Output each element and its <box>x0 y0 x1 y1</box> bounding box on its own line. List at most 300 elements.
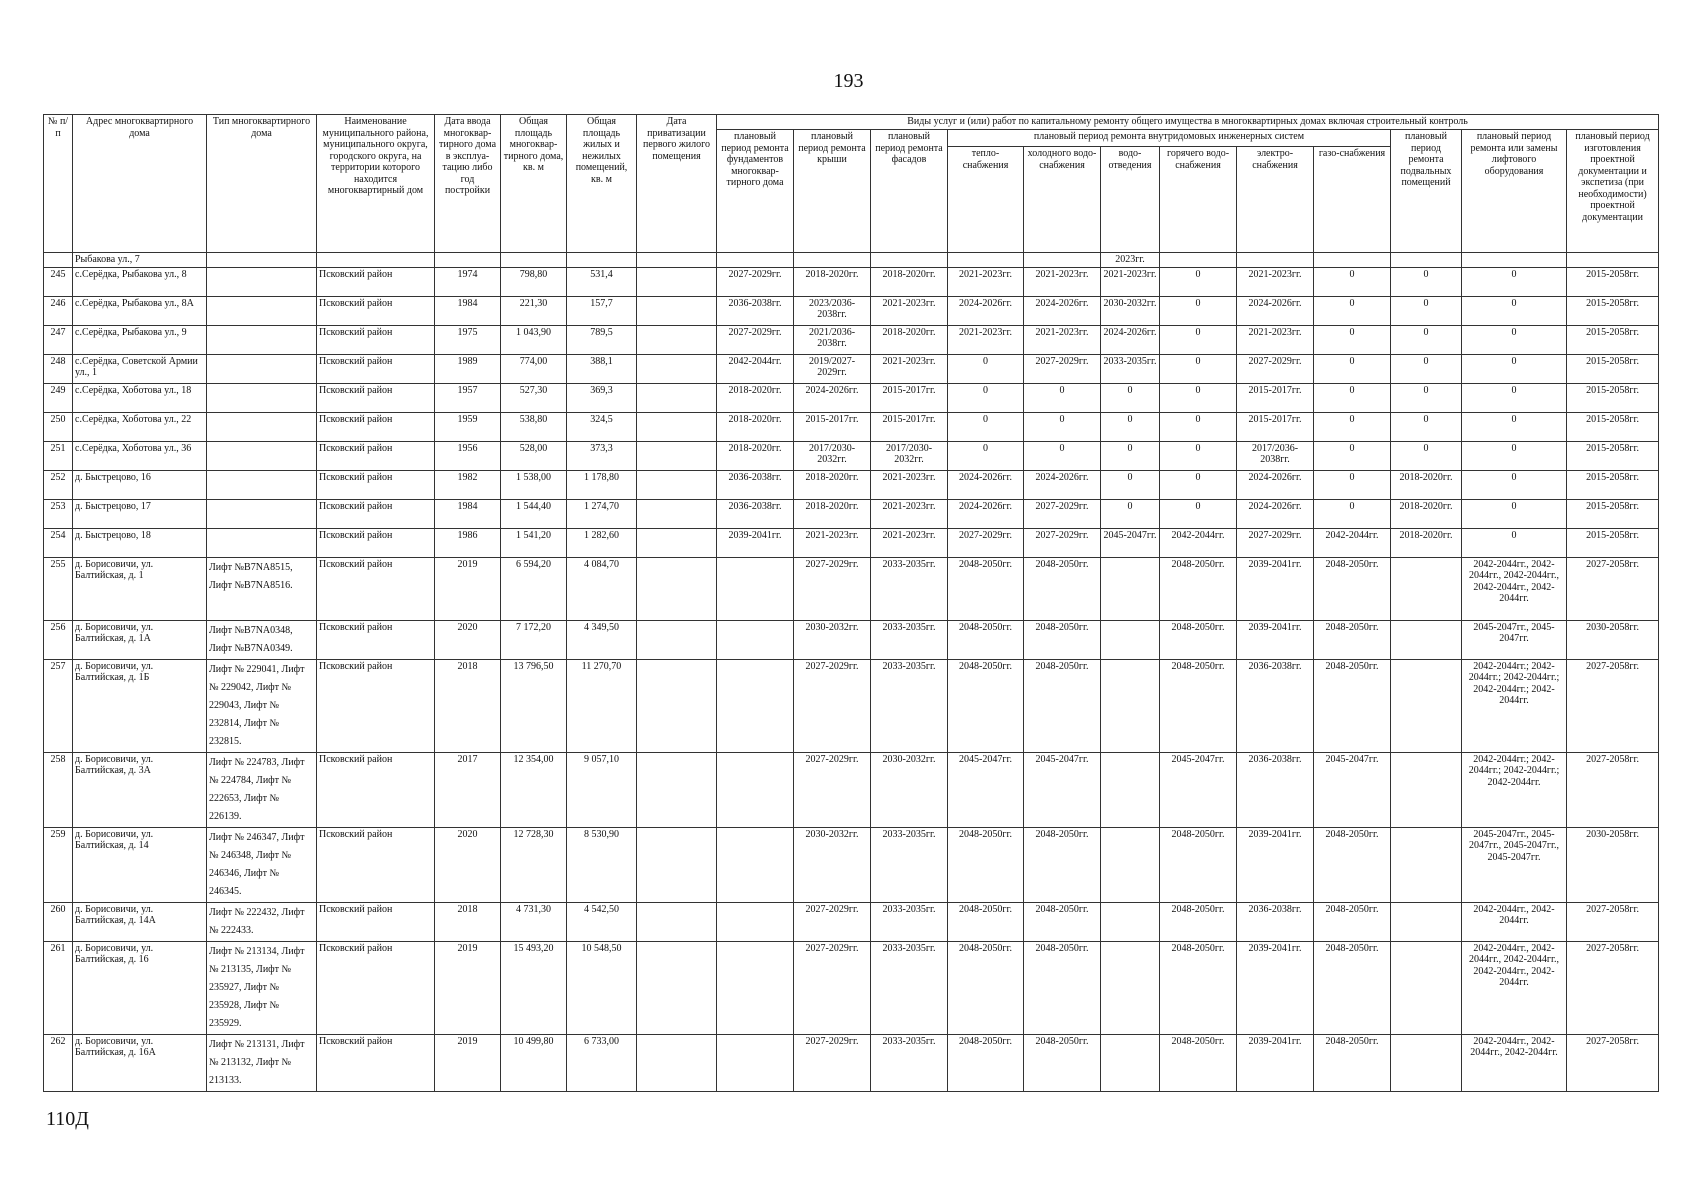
cell-roof: 2023/2036-2038гг. <box>794 296 871 325</box>
cell-address: д. Борисовичи, ул. Балтийская, д. 14 <box>73 827 207 902</box>
cell-hot-water: 0 <box>1160 267 1237 296</box>
cell-sewerage <box>1101 659 1160 752</box>
cell-municipality: Псковский район <box>317 620 435 659</box>
cell-heat: 2048-2050гг. <box>948 827 1024 902</box>
cell-type <box>207 383 317 412</box>
cell-facade: 2017/2030-2032гг. <box>871 441 948 470</box>
cell-type: Лифт №B7NA0348, Лифт №B7NA0349. <box>207 620 317 659</box>
cell-sewerage: 0 <box>1101 441 1160 470</box>
cell-basement <box>1391 557 1462 620</box>
cell-total-area: 10 499,80 <box>501 1034 567 1091</box>
cell-facade: 2033-2035гг. <box>871 902 948 941</box>
cell-heat: 2048-2050гг. <box>948 1034 1024 1091</box>
table-row <box>44 902 1659 941</box>
cell-sewerage <box>1101 1034 1160 1091</box>
cell-address: с.Серёдка, Рыбакова ул., 9 <box>73 325 207 354</box>
cell-cold-water: 2048-2050гг. <box>1024 659 1101 752</box>
cell-sewerage <box>1101 827 1160 902</box>
header-basement: плановый период ремонта подвальных помещений <box>1391 130 1462 253</box>
cell-total-area: 13 796,50 <box>501 659 567 752</box>
cell-basement: 0 <box>1391 412 1462 441</box>
cell-foundation: 2027-2029гг. <box>717 325 794 354</box>
cell-type: Лифт № 229041, Лифт № 229042, Лифт № 229043, Лифт № 232814, Лифт № 232815. <box>207 659 317 752</box>
cell-electricity: 2021-2023гг. <box>1237 325 1314 354</box>
cell-municipality: Псковский район <box>317 528 435 557</box>
header-roof: плановый период ремонта крыши <box>794 130 871 253</box>
capital-repair-table <box>43 114 1659 1092</box>
cell-elevator: 2042-2044гг., 2042-2044гг., 2042-2044гг., 2042-2044гг., 2042-2044гг. <box>1462 557 1567 620</box>
cell-electricity: 2036-2038гг. <box>1237 902 1314 941</box>
cell-privatization <box>637 441 717 470</box>
cell-address: с.Серёдка, Рыбакова ул., 8 <box>73 267 207 296</box>
cell-roof: 2027-2029гг. <box>794 659 871 752</box>
cell-roof: 2027-2029гг. <box>794 557 871 620</box>
cell-heat: 2045-2047гг. <box>948 752 1024 827</box>
cell-electricity: 2027-2029гг. <box>1237 528 1314 557</box>
cell-elevator: 0 <box>1462 383 1567 412</box>
cell-facade: 2015-2017гг. <box>871 412 948 441</box>
cell-elevator: 2042-2044гг., 2042-2044гг., 2042-2044гг. <box>1462 1034 1567 1091</box>
cell-municipality: Псковский район <box>317 499 435 528</box>
cell-address: с.Серёдка, Хоботова ул., 22 <box>73 412 207 441</box>
cell-num: 247 <box>44 325 73 354</box>
cell-municipality: Псковский район <box>317 296 435 325</box>
cell-heat: 2048-2050гг. <box>948 659 1024 752</box>
cell-num: 252 <box>44 470 73 499</box>
cell-electricity: 2039-2041гг. <box>1237 827 1314 902</box>
table-row <box>44 296 1659 325</box>
cell-basement <box>1391 1034 1462 1091</box>
cell-hot-water: 2048-2050гг. <box>1160 827 1237 902</box>
cell-privatization <box>637 620 717 659</box>
cell-gas: 0 <box>1314 296 1391 325</box>
cell-heat <box>948 253 1024 268</box>
cell-address: Рыбакова ул., 7 <box>73 253 207 268</box>
cell-living-area: 1 178,80 <box>567 470 637 499</box>
cell-roof: 2021-2023гг. <box>794 528 871 557</box>
cell-cold-water: 2045-2047гг. <box>1024 752 1101 827</box>
cell-num: 259 <box>44 827 73 902</box>
cell-living-area: 4 349,50 <box>567 620 637 659</box>
cell-address: д. Борисовичи, ул. Балтийская, д. 1А <box>73 620 207 659</box>
cell-roof: 2021/2036-2038гг. <box>794 325 871 354</box>
cell-sewerage <box>1101 752 1160 827</box>
cell-facade: 2021-2023гг. <box>871 470 948 499</box>
cell-privatization <box>637 412 717 441</box>
cell-year: 2020 <box>435 827 501 902</box>
cell-cold-water: 2048-2050гг. <box>1024 1034 1101 1091</box>
cell-address: д. Борисовичи, ул. Балтийская, д. 1 <box>73 557 207 620</box>
cell-sewerage: 2030-2032гг. <box>1101 296 1160 325</box>
cell-foundation <box>717 941 794 1034</box>
table-row <box>44 383 1659 412</box>
cell-sewerage: 0 <box>1101 412 1160 441</box>
cell-total-area: 798,80 <box>501 267 567 296</box>
cell-hot-water: 2048-2050гг. <box>1160 941 1237 1034</box>
cell-hot-water: 0 <box>1160 499 1237 528</box>
header-num: № п/п <box>44 115 73 253</box>
cell-basement <box>1391 620 1462 659</box>
cell-total-area: 4 731,30 <box>501 902 567 941</box>
cell-basement <box>1391 659 1462 752</box>
cell-heat: 2048-2050гг. <box>948 620 1024 659</box>
header-living-area: Общая площадь жилых и нежилых помещений, кв. м <box>567 115 637 253</box>
cell-gas: 2048-2050гг. <box>1314 941 1391 1034</box>
header-cold-water: холодного водо-снабжения <box>1024 147 1101 253</box>
cell-electricity: 2036-2038гг. <box>1237 659 1314 752</box>
cell-address: с.Серёдка, Советской Армии ул., 1 <box>73 354 207 383</box>
cell-facade: 2033-2035гг. <box>871 1034 948 1091</box>
cell-foundation: 2018-2020гг. <box>717 441 794 470</box>
cell-elevator: 0 <box>1462 296 1567 325</box>
cell-num: 262 <box>44 1034 73 1091</box>
cell-cold-water: 2048-2050гг. <box>1024 827 1101 902</box>
cell-facade <box>871 253 948 268</box>
cell-design: 2015-2058гг. <box>1567 383 1659 412</box>
cell-living-area: 1 282,60 <box>567 528 637 557</box>
cell-year <box>435 253 501 268</box>
cell-address: с.Серёдка, Хоботова ул., 18 <box>73 383 207 412</box>
header-gas: газо-снабжения <box>1314 147 1391 253</box>
cell-foundation: 2036-2038гг. <box>717 499 794 528</box>
cell-facade: 2021-2023гг. <box>871 354 948 383</box>
cell-living-area: 11 270,70 <box>567 659 637 752</box>
cell-design: 2015-2058гг. <box>1567 325 1659 354</box>
cell-facade: 2033-2035гг. <box>871 827 948 902</box>
cell-total-area: 12 728,30 <box>501 827 567 902</box>
cell-electricity: 2015-2017гг. <box>1237 412 1314 441</box>
cell-gas: 2048-2050гг. <box>1314 557 1391 620</box>
cell-sewerage: 2021-2023гг. <box>1101 267 1160 296</box>
cell-municipality: Псковский район <box>317 659 435 752</box>
cell-facade: 2030-2032гг. <box>871 752 948 827</box>
cell-elevator: 2042-2044гг.; 2042-2044гг.; 2042-2044гг.; 2042-2044гг.; 2042-2044гг. <box>1462 659 1567 752</box>
cell-living-area: 369,3 <box>567 383 637 412</box>
table-row <box>44 470 1659 499</box>
cell-hot-water: 2048-2050гг. <box>1160 620 1237 659</box>
cell-foundation <box>717 620 794 659</box>
cell-gas: 2048-2050гг. <box>1314 620 1391 659</box>
cell-gas <box>1314 253 1391 268</box>
cell-privatization <box>637 1034 717 1091</box>
cell-facade: 2033-2035гг. <box>871 941 948 1034</box>
cell-heat: 2048-2050гг. <box>948 557 1024 620</box>
table-row <box>44 752 1659 827</box>
cell-privatization <box>637 827 717 902</box>
cell-basement <box>1391 902 1462 941</box>
cell-total-area: 6 594,20 <box>501 557 567 620</box>
cell-municipality: Псковский район <box>317 325 435 354</box>
cell-num: 253 <box>44 499 73 528</box>
cell-design: 2015-2058гг. <box>1567 267 1659 296</box>
cell-year: 1956 <box>435 441 501 470</box>
cell-basement: 2018-2020гг. <box>1391 499 1462 528</box>
cell-elevator: 0 <box>1462 325 1567 354</box>
cell-elevator <box>1462 253 1567 268</box>
cell-design: 2027-2058гг. <box>1567 902 1659 941</box>
cell-roof: 2018-2020гг. <box>794 470 871 499</box>
cell-foundation: 2042-2044гг. <box>717 354 794 383</box>
cell-foundation: 2039-2041гг. <box>717 528 794 557</box>
cell-year: 1974 <box>435 267 501 296</box>
cell-address: д. Быстрецово, 17 <box>73 499 207 528</box>
cell-living-area: 9 057,10 <box>567 752 637 827</box>
cell-basement: 0 <box>1391 441 1462 470</box>
cell-privatization <box>637 325 717 354</box>
cell-roof: 2015-2017гг. <box>794 412 871 441</box>
cell-sewerage: 2045-2047гг. <box>1101 528 1160 557</box>
cell-address: д. Борисовичи, ул. Балтийская, д. 16 <box>73 941 207 1034</box>
cell-gas: 2048-2050гг. <box>1314 902 1391 941</box>
table-row <box>44 659 1659 752</box>
cell-hot-water: 0 <box>1160 441 1237 470</box>
cell-address: с.Серёдка, Рыбакова ул., 8А <box>73 296 207 325</box>
cell-sewerage: 0 <box>1101 470 1160 499</box>
cell-facade: 2033-2035гг. <box>871 557 948 620</box>
cell-cold-water <box>1024 253 1101 268</box>
cell-sewerage: 0 <box>1101 499 1160 528</box>
cell-living-area <box>567 253 637 268</box>
cell-cold-water: 2048-2050гг. <box>1024 557 1101 620</box>
cell-num: 261 <box>44 941 73 1034</box>
cell-roof: 2027-2029гг. <box>794 1034 871 1091</box>
header-design-docs: плановый период изготовления проектной документации и экспетиза (при необходимости) проектной документации <box>1567 130 1659 253</box>
cell-total-area: 221,30 <box>501 296 567 325</box>
cell-sewerage: 2033-2035гг. <box>1101 354 1160 383</box>
cell-cold-water: 2027-2029гг. <box>1024 499 1101 528</box>
cell-year: 2018 <box>435 659 501 752</box>
table-row <box>44 528 1659 557</box>
table-row <box>44 941 1659 1034</box>
cell-municipality: Псковский район <box>317 267 435 296</box>
cell-facade: 2018-2020гг. <box>871 267 948 296</box>
cell-design: 2015-2058гг. <box>1567 499 1659 528</box>
header-privatization-date: Дата приватизации первого жилого помещения <box>637 115 717 253</box>
cell-design: 2027-2058гг. <box>1567 557 1659 620</box>
cell-type <box>207 267 317 296</box>
cell-elevator: 2042-2044гг.; 2042-2044гг.; 2042-2044гг.; 2042-2044гг. <box>1462 752 1567 827</box>
table-row <box>44 441 1659 470</box>
cell-municipality <box>317 253 435 268</box>
cell-living-area: 388,1 <box>567 354 637 383</box>
cell-gas: 0 <box>1314 267 1391 296</box>
cell-type: Лифт № 222432, Лифт № 222433. <box>207 902 317 941</box>
cell-gas: 0 <box>1314 470 1391 499</box>
cell-basement <box>1391 253 1462 268</box>
cell-roof: 2017/2030-2032гг. <box>794 441 871 470</box>
cell-address: д. Борисовичи, ул. Балтийская, д. 3А <box>73 752 207 827</box>
cell-facade: 2021-2023гг. <box>871 296 948 325</box>
cell-year: 1989 <box>435 354 501 383</box>
cell-address: д. Борисовичи, ул. Балтийская, д. 14А <box>73 902 207 941</box>
cell-cold-water: 2048-2050гг. <box>1024 620 1101 659</box>
cell-year: 2019 <box>435 557 501 620</box>
cell-type <box>207 441 317 470</box>
cell-foundation <box>717 557 794 620</box>
cell-electricity: 2021-2023гг. <box>1237 267 1314 296</box>
cell-heat: 0 <box>948 441 1024 470</box>
cell-roof: 2018-2020гг. <box>794 499 871 528</box>
cell-total-area: 538,80 <box>501 412 567 441</box>
cell-type: Лифт №B7NA8515, Лифт №B7NA8516. <box>207 557 317 620</box>
cell-type <box>207 528 317 557</box>
page-number: 193 <box>833 70 864 92</box>
cell-num <box>44 253 73 268</box>
cell-gas: 2048-2050гг. <box>1314 659 1391 752</box>
cell-address: д. Борисовичи, ул. Балтийская, д. 16А <box>73 1034 207 1091</box>
cell-cold-water: 2027-2029гг. <box>1024 354 1101 383</box>
cell-num: 245 <box>44 267 73 296</box>
table-row <box>44 354 1659 383</box>
cell-electricity: 2024-2026гг. <box>1237 296 1314 325</box>
cell-sewerage <box>1101 902 1160 941</box>
table-row <box>44 253 1659 268</box>
cell-heat: 0 <box>948 412 1024 441</box>
cell-facade: 2018-2020гг. <box>871 325 948 354</box>
cell-year: 2019 <box>435 1034 501 1091</box>
cell-hot-water: 0 <box>1160 383 1237 412</box>
cell-gas: 0 <box>1314 441 1391 470</box>
cell-privatization <box>637 902 717 941</box>
header-electricity: электро-снабжения <box>1237 147 1314 253</box>
cell-sewerage: 0 <box>1101 383 1160 412</box>
cell-electricity: 2039-2041гг. <box>1237 557 1314 620</box>
cell-type: Лифт № 213134, Лифт № 213135, Лифт № 235927, Лифт № 235928, Лифт № 235929. <box>207 941 317 1034</box>
cell-roof <box>794 253 871 268</box>
cell-facade: 2033-2035гг. <box>871 659 948 752</box>
cell-living-area: 373,3 <box>567 441 637 470</box>
cell-num: 255 <box>44 557 73 620</box>
cell-cold-water: 2024-2026гг. <box>1024 296 1101 325</box>
cell-hot-water: 0 <box>1160 470 1237 499</box>
cell-total-area <box>501 253 567 268</box>
cell-privatization <box>637 267 717 296</box>
cell-year: 1959 <box>435 412 501 441</box>
cell-basement: 0 <box>1391 267 1462 296</box>
cell-living-area: 6 733,00 <box>567 1034 637 1091</box>
cell-roof: 2027-2029гг. <box>794 752 871 827</box>
cell-roof: 2027-2029гг. <box>794 902 871 941</box>
table-row <box>44 267 1659 296</box>
cell-living-area: 4 542,50 <box>567 902 637 941</box>
cell-basement: 2018-2020гг. <box>1391 528 1462 557</box>
cell-basement <box>1391 827 1462 902</box>
cell-living-area: 157,7 <box>567 296 637 325</box>
cell-type <box>207 470 317 499</box>
cell-address: с.Серёдка, Хоботова ул., 36 <box>73 441 207 470</box>
cell-type: Лифт № 213131, Лифт № 213132, Лифт № 213133. <box>207 1034 317 1091</box>
cell-year: 1984 <box>435 499 501 528</box>
cell-gas: 2045-2047гг. <box>1314 752 1391 827</box>
cell-design: 2015-2058гг. <box>1567 412 1659 441</box>
cell-foundation <box>717 659 794 752</box>
cell-foundation <box>717 253 794 268</box>
cell-num: 249 <box>44 383 73 412</box>
cell-privatization <box>637 659 717 752</box>
header-hot-water: горячего водо-снабжения <box>1160 147 1237 253</box>
header-heat: тепло-снабжения <box>948 147 1024 253</box>
table-row <box>44 1034 1659 1091</box>
cell-municipality: Псковский район <box>317 902 435 941</box>
cell-total-area: 527,30 <box>501 383 567 412</box>
cell-heat: 2027-2029гг. <box>948 528 1024 557</box>
cell-address: д. Быстрецово, 16 <box>73 470 207 499</box>
cell-elevator: 0 <box>1462 528 1567 557</box>
cell-municipality: Псковский район <box>317 354 435 383</box>
cell-type: Лифт № 246347, Лифт № 246348, Лифт № 246346, Лифт № 246345. <box>207 827 317 902</box>
cell-year: 1975 <box>435 325 501 354</box>
cell-elevator: 0 <box>1462 267 1567 296</box>
cell-elevator: 0 <box>1462 412 1567 441</box>
cell-living-area: 1 274,70 <box>567 499 637 528</box>
cell-year: 2020 <box>435 620 501 659</box>
header-engineering-group: плановый период ремонта внутридомовых инженерных систем <box>948 130 1391 147</box>
cell-year: 1982 <box>435 470 501 499</box>
table-row <box>44 499 1659 528</box>
cell-type <box>207 253 317 268</box>
cell-total-area: 774,00 <box>501 354 567 383</box>
cell-cold-water: 0 <box>1024 441 1101 470</box>
cell-year: 1986 <box>435 528 501 557</box>
cell-living-area: 4 084,70 <box>567 557 637 620</box>
cell-total-area: 1 544,40 <box>501 499 567 528</box>
cell-total-area: 1 538,00 <box>501 470 567 499</box>
cell-type <box>207 325 317 354</box>
cell-total-area: 12 354,00 <box>501 752 567 827</box>
cell-hot-water: 2048-2050гг. <box>1160 659 1237 752</box>
cell-design <box>1567 253 1659 268</box>
cell-type <box>207 412 317 441</box>
cell-roof: 2019/2027-2029гг. <box>794 354 871 383</box>
header-facade: плановый период ремонта фасадов <box>871 130 948 253</box>
cell-elevator: 2042-2044гг., 2042-2044гг., 2042-2044гг., 2042-2044гг., 2042-2044гг. <box>1462 941 1567 1034</box>
cell-foundation <box>717 902 794 941</box>
cell-living-area: 10 548,50 <box>567 941 637 1034</box>
cell-cold-water: 2021-2023гг. <box>1024 267 1101 296</box>
cell-gas: 2048-2050гг. <box>1314 827 1391 902</box>
cell-privatization <box>637 296 717 325</box>
cell-basement: 0 <box>1391 383 1462 412</box>
cell-num: 248 <box>44 354 73 383</box>
cell-electricity: 2024-2026гг. <box>1237 470 1314 499</box>
cell-privatization <box>637 752 717 827</box>
cell-heat: 0 <box>948 383 1024 412</box>
cell-privatization <box>637 941 717 1034</box>
cell-facade: 2021-2023гг. <box>871 528 948 557</box>
cell-living-area: 8 530,90 <box>567 827 637 902</box>
cell-total-area: 15 493,20 <box>501 941 567 1034</box>
cell-electricity: 2015-2017гг. <box>1237 383 1314 412</box>
cell-facade: 2015-2017гг. <box>871 383 948 412</box>
cell-electricity: 2039-2041гг. <box>1237 620 1314 659</box>
header-commission-date: Дата ввода многоквар-тирного дома в эксплуа-тацию либо год постройки <box>435 115 501 253</box>
cell-foundation: 2036-2038гг. <box>717 296 794 325</box>
cell-num: 246 <box>44 296 73 325</box>
cell-roof: 2027-2029гг. <box>794 941 871 1034</box>
cell-sewerage <box>1101 557 1160 620</box>
cell-living-area: 789,5 <box>567 325 637 354</box>
cell-hot-water: 0 <box>1160 412 1237 441</box>
cell-gas: 0 <box>1314 412 1391 441</box>
cell-cold-water: 2021-2023гг. <box>1024 325 1101 354</box>
cell-privatization <box>637 354 717 383</box>
cell-foundation: 2018-2020гг. <box>717 383 794 412</box>
cell-design: 2030-2058гг. <box>1567 827 1659 902</box>
cell-address: д. Борисовичи, ул. Балтийская, д. 1Б <box>73 659 207 752</box>
cell-municipality: Псковский район <box>317 941 435 1034</box>
cell-hot-water: 2045-2047гг. <box>1160 752 1237 827</box>
cell-municipality: Псковский район <box>317 752 435 827</box>
